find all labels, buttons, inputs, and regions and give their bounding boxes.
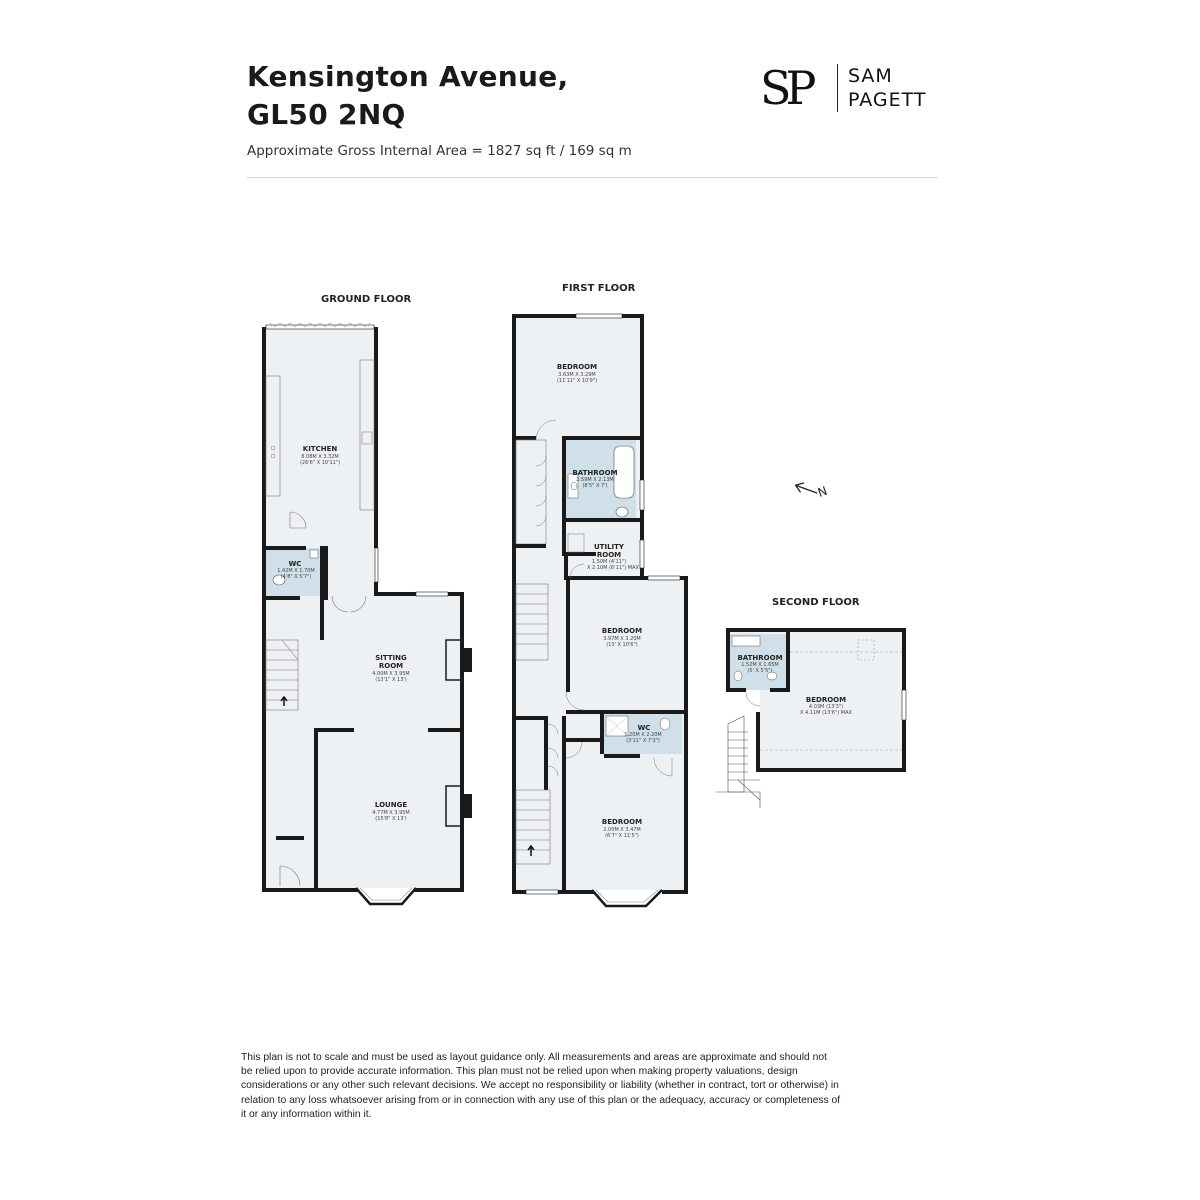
- room-bedroom-front-dim2: (11'11" X 10'9"): [556, 378, 598, 384]
- room-bathroom-dim1: 2.59M X 2.13M: [576, 477, 614, 483]
- title-line-1: Kensington Avenue,: [247, 60, 569, 93]
- room-bathroom-second-dim1: 1.52M X 1.65M: [741, 662, 779, 668]
- room-lounge-name: LOUNGE: [374, 801, 408, 809]
- room-lounge-dim2: (15'8" X 13'): [375, 816, 407, 822]
- second-floor-label: SECOND FLOOR: [772, 597, 860, 608]
- room-bathroom-second-dim2: (5' X 5'5"): [747, 668, 773, 674]
- room-kitchen-dim2: (26'6" X 10'11"): [299, 460, 341, 466]
- room-bedroom-mid-dim2: (13' X 10'6"): [606, 642, 638, 648]
- room-bathroom-dim2: (8'5" X 7'): [582, 483, 608, 489]
- room-utility-name2: ROOM: [596, 551, 622, 559]
- room-utility-dim1: 1.50M (4'11"): [591, 559, 627, 565]
- logo-line-2: PAGETT: [848, 89, 927, 111]
- room-sitting-dim2: (13'1" X 13'): [375, 677, 407, 683]
- room-bedroom-front-dim1: 3.63M X 3.29M: [558, 372, 596, 378]
- room-wc-name: WC: [288, 560, 302, 568]
- gross-internal-area: Approximate Gross Internal Area = 1827 sq ft / 169 sq m: [247, 143, 632, 159]
- room-bathroom-name: BATHROOM: [572, 469, 618, 477]
- room-wc-first-dim1: 1.20M X 2.20M: [624, 732, 662, 738]
- room-kitchen-name: KITCHEN: [302, 445, 338, 453]
- north-arrow-icon: [794, 481, 819, 498]
- room-bedroom-rear-dim1: 2.00M X 3.47M: [603, 827, 641, 833]
- logo-line-1: SAM: [848, 65, 893, 87]
- room-wc-first-name: WC: [637, 724, 651, 732]
- logo-mark: SP: [760, 61, 811, 115]
- room-bedroom-rear-dim2: (6'7" X 11'5"): [605, 833, 639, 839]
- room-utility-dim2: X 2.10M (6'11") MAX: [587, 565, 639, 571]
- room-sitting-name: SITTING: [375, 654, 407, 662]
- room-wc-dim1: 1.42M X 1.70M: [277, 568, 315, 574]
- disclaimer-text: This plan is not to scale and must be used as layout guidance only. All measurements and areas are approximate and should not be relied upon to provide accurate information. This plan must not be relied upon when making property valuations, design considerations or any other such relevant decisions. We accept no responsibility or liability (whether in contract, tort or otherwise) in relation to any loss whatsoever arising from or in connection with any use of this plan or the adequacy, accuracy or completeness of it or any information within it.: [241, 1052, 841, 1120]
- room-wc-dim2: (4'8" X 5'7"): [280, 574, 312, 580]
- room-lounge-dim1: 4.77M X 3.95M: [372, 810, 410, 816]
- ground-floor-plan: [262, 323, 472, 904]
- room-bedroom-mid-name: BEDROOM: [601, 627, 643, 635]
- room-sitting-name2: ROOM: [378, 662, 404, 670]
- room-bedroom-front-name: BEDROOM: [556, 363, 598, 371]
- first-floor-label: FIRST FLOOR: [562, 283, 636, 294]
- room-utility-name: UTILITY: [594, 543, 624, 551]
- first-floor-plan: [512, 314, 688, 906]
- room-bedroom-mid-dim1: 3.97M X 3.20M: [603, 636, 641, 642]
- room-bedroom-rear-name: BEDROOM: [601, 818, 643, 826]
- ground-floor-label: GROUND FLOOR: [321, 294, 412, 305]
- room-wc-first-dim2: (3'11" X 7'3"): [626, 738, 660, 744]
- room-bedroom-attic-name: BEDROOM: [805, 696, 847, 704]
- room-bedroom-attic-dim2: X 4.11M (13'6") MAX: [800, 710, 852, 716]
- room-bedroom-attic-dim1: 4.03M (13'3"): [808, 704, 844, 710]
- room-bathroom-second-name: BATHROOM: [737, 654, 783, 662]
- room-kitchen-dim1: 8.08M X 3.32M: [301, 454, 339, 460]
- title-line-2: GL50 2NQ: [247, 98, 406, 131]
- room-sitting-dim1: 4.00M X 3.95M: [372, 671, 410, 677]
- compass-letter: N: [815, 483, 830, 500]
